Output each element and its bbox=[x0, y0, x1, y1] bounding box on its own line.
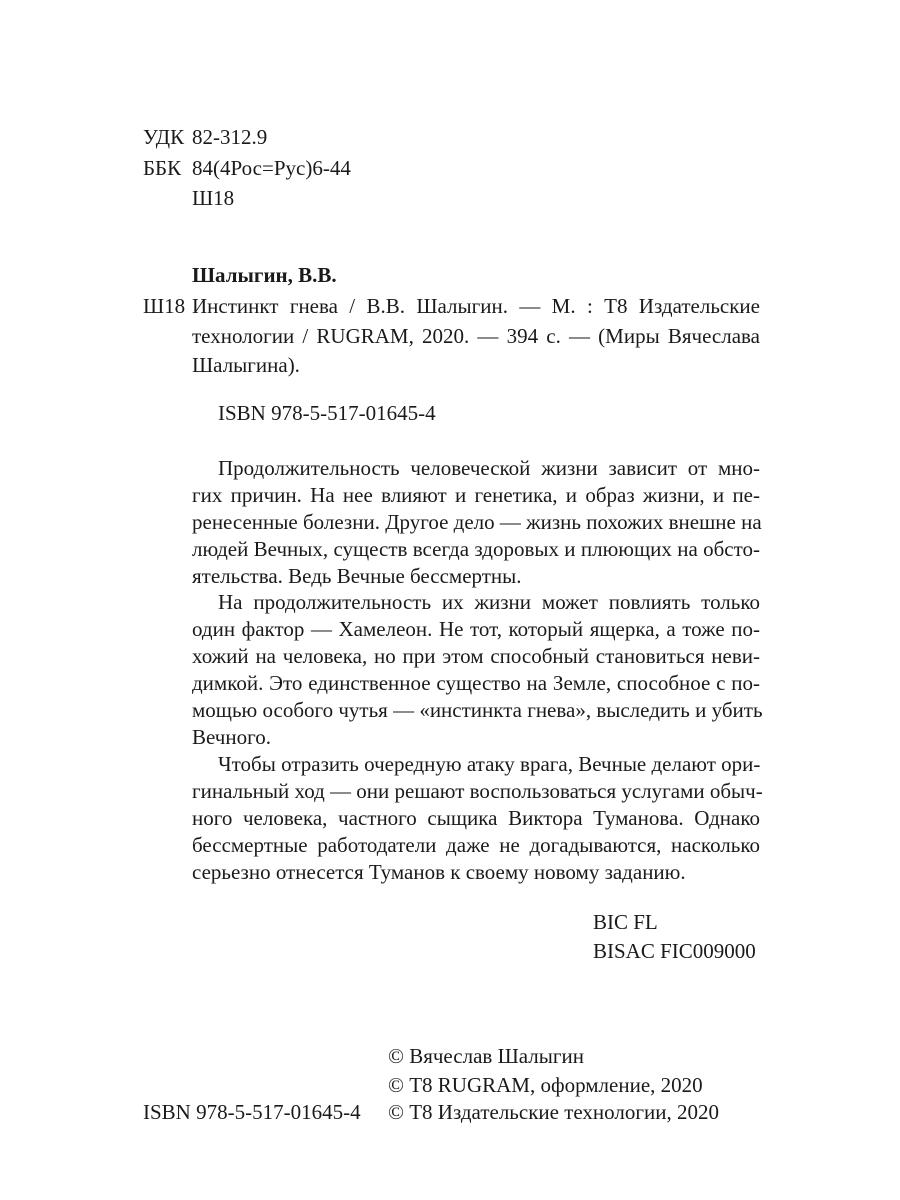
author-heading: Шалыгин, В.В. bbox=[192, 263, 337, 287]
bbk-label: ББК bbox=[143, 156, 182, 180]
annotation-line: гих причин. На нее влияют и генетика, и образ жизни, и пе- bbox=[192, 483, 760, 507]
description-line: Шалыгина). bbox=[192, 353, 300, 377]
annotation-line: ренесенные болезни. Другое дело — жизнь похожих внешне на bbox=[192, 510, 762, 534]
udk-label: УДК bbox=[143, 125, 185, 149]
record-isbn: ISBN 978-5-517-01645-4 bbox=[218, 401, 436, 425]
author-mark: Ш18 bbox=[192, 186, 235, 210]
annotation-line: людей Вечных, существ всегда здоровых и плюющих на обсто- bbox=[192, 537, 760, 561]
annotation-line: мощью особого чутья — «инстинкта гнева», выследить и убить bbox=[192, 698, 763, 722]
annotation-line: ятельства. Ведь Вечные бессмертны. bbox=[192, 564, 522, 588]
annotation-line: На продолжительность их жизни может повлиять только bbox=[218, 590, 760, 614]
annotation-line: один фактор — Хамелеон. Не тот, который ящерка, а тоже по- bbox=[192, 617, 760, 641]
annotation-line: Продолжительность человеческой жизни зависит от мно- bbox=[218, 456, 760, 480]
copyright-line: © Т8 RUGRAM, оформление, 2020 bbox=[388, 1073, 703, 1097]
bisac-code: BISAC FIC009000 bbox=[593, 939, 756, 963]
bbk-value: 84(4Рос=Рус)6-44 bbox=[192, 156, 351, 180]
annotation-line: гинальный ход — они решают воспользоваться услугами обыч- bbox=[192, 779, 763, 803]
copyright-line: © Т8 Издательские технологии, 2020 bbox=[388, 1100, 719, 1124]
annotation-line: Вечного. bbox=[192, 725, 271, 749]
footer-isbn: ISBN 978-5-517-01645-4 bbox=[143, 1100, 361, 1124]
udk-value: 82-312.9 bbox=[192, 125, 268, 149]
annotation-line: ного человека, частного сыщика Виктора Туманова. Однако bbox=[192, 806, 760, 830]
copyright-line: © Вячеслав Шалыгин bbox=[388, 1044, 584, 1068]
annotation-line: бессмертные работодатели даже не догадываются, насколько bbox=[192, 833, 760, 857]
annotation-line: серьезно отнесется Туманов к своему новому заданию. bbox=[192, 860, 686, 884]
bic-code: BIC FL bbox=[593, 910, 658, 934]
annotation-line: Чтобы отразить очередную атаку врага, Вечные делают ори- bbox=[218, 752, 761, 776]
annotation-line: хожий на человека, но при этом способный становиться неви- bbox=[192, 644, 760, 668]
record-author-mark: Ш18 bbox=[143, 294, 186, 318]
annotation-line: димкой. Это единственное существо на Земле, способное с по- bbox=[192, 671, 760, 695]
description-line: технологии / RUGRAM, 2020. — 394 с. — (Миры Вячеслава bbox=[192, 324, 760, 348]
description-line: Инстинкт гнева / В.В. Шалыгин. — М. : Т8 Издательские bbox=[192, 294, 760, 318]
